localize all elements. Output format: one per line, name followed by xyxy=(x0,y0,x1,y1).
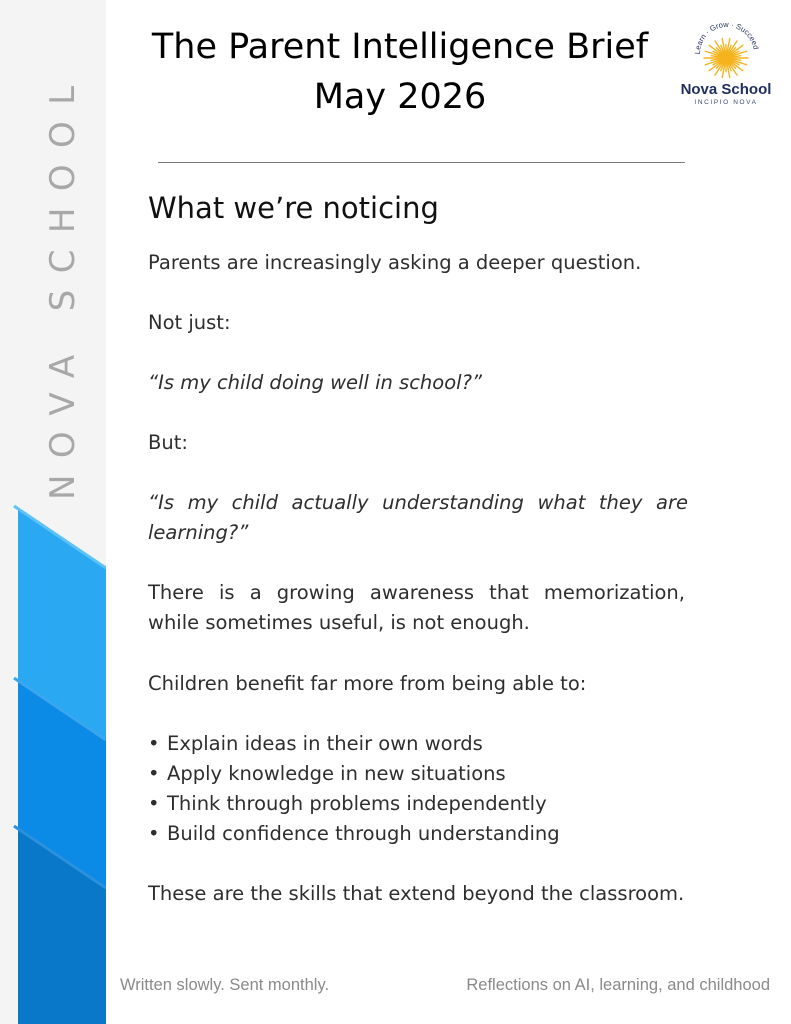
paragraph-awareness: There is a growing awareness that memorization, while sometimes useful, is not enough. xyxy=(148,581,685,634)
skills-list xyxy=(148,729,688,849)
page-title xyxy=(110,22,690,122)
paragraph-conclusion: These are the skills that extend beyond the classroom. xyxy=(148,882,685,905)
bullet-icon: • xyxy=(148,732,160,755)
header-divider xyxy=(158,162,685,163)
paragraph-benefit: Children benefit far more from being able to: xyxy=(148,672,587,695)
school-logo xyxy=(674,22,778,106)
list-item: • Think through problems independently xyxy=(148,789,688,819)
quote-understanding: “Is my child actually understanding what they are learning?” xyxy=(148,491,688,544)
bullet-icon: • xyxy=(148,792,160,815)
bullet-icon: • xyxy=(148,762,160,785)
list-item: • Build confidence through understanding xyxy=(148,819,688,849)
list-item: • Apply knowledge in new situations xyxy=(148,759,688,789)
footer-description: Reflections on AI, learning, and childhood xyxy=(466,976,770,994)
logo-motto: INCIPIO NOVA xyxy=(694,99,758,106)
title-line-2: May 2026 xyxy=(313,77,487,117)
sunburst-icon xyxy=(674,22,778,84)
bullet-icon: • xyxy=(148,822,160,845)
svg-text:Learn · Grow · Succeed xyxy=(693,22,761,55)
logo-arc-text: Learn · Grow · Succeed xyxy=(692,22,761,55)
section-heading: What we’re noticing xyxy=(148,191,439,225)
sidebar: NOVA SCHOOL xyxy=(0,0,106,1024)
list-item: • Explain ideas in their own words xyxy=(148,729,688,759)
paragraph-intro: Parents are increasingly asking a deeper question. xyxy=(148,251,642,274)
logo-name: Nova School xyxy=(680,81,772,98)
quote-doing-well: “Is my child doing well in school?” xyxy=(148,371,483,394)
footer-tagline: Written slowly. Sent monthly. xyxy=(120,976,330,994)
paragraph-not-just: Not just: xyxy=(148,311,231,334)
paragraph-but: But: xyxy=(148,431,188,454)
title-line-1: The Parent Intelligence Brief xyxy=(151,27,649,67)
